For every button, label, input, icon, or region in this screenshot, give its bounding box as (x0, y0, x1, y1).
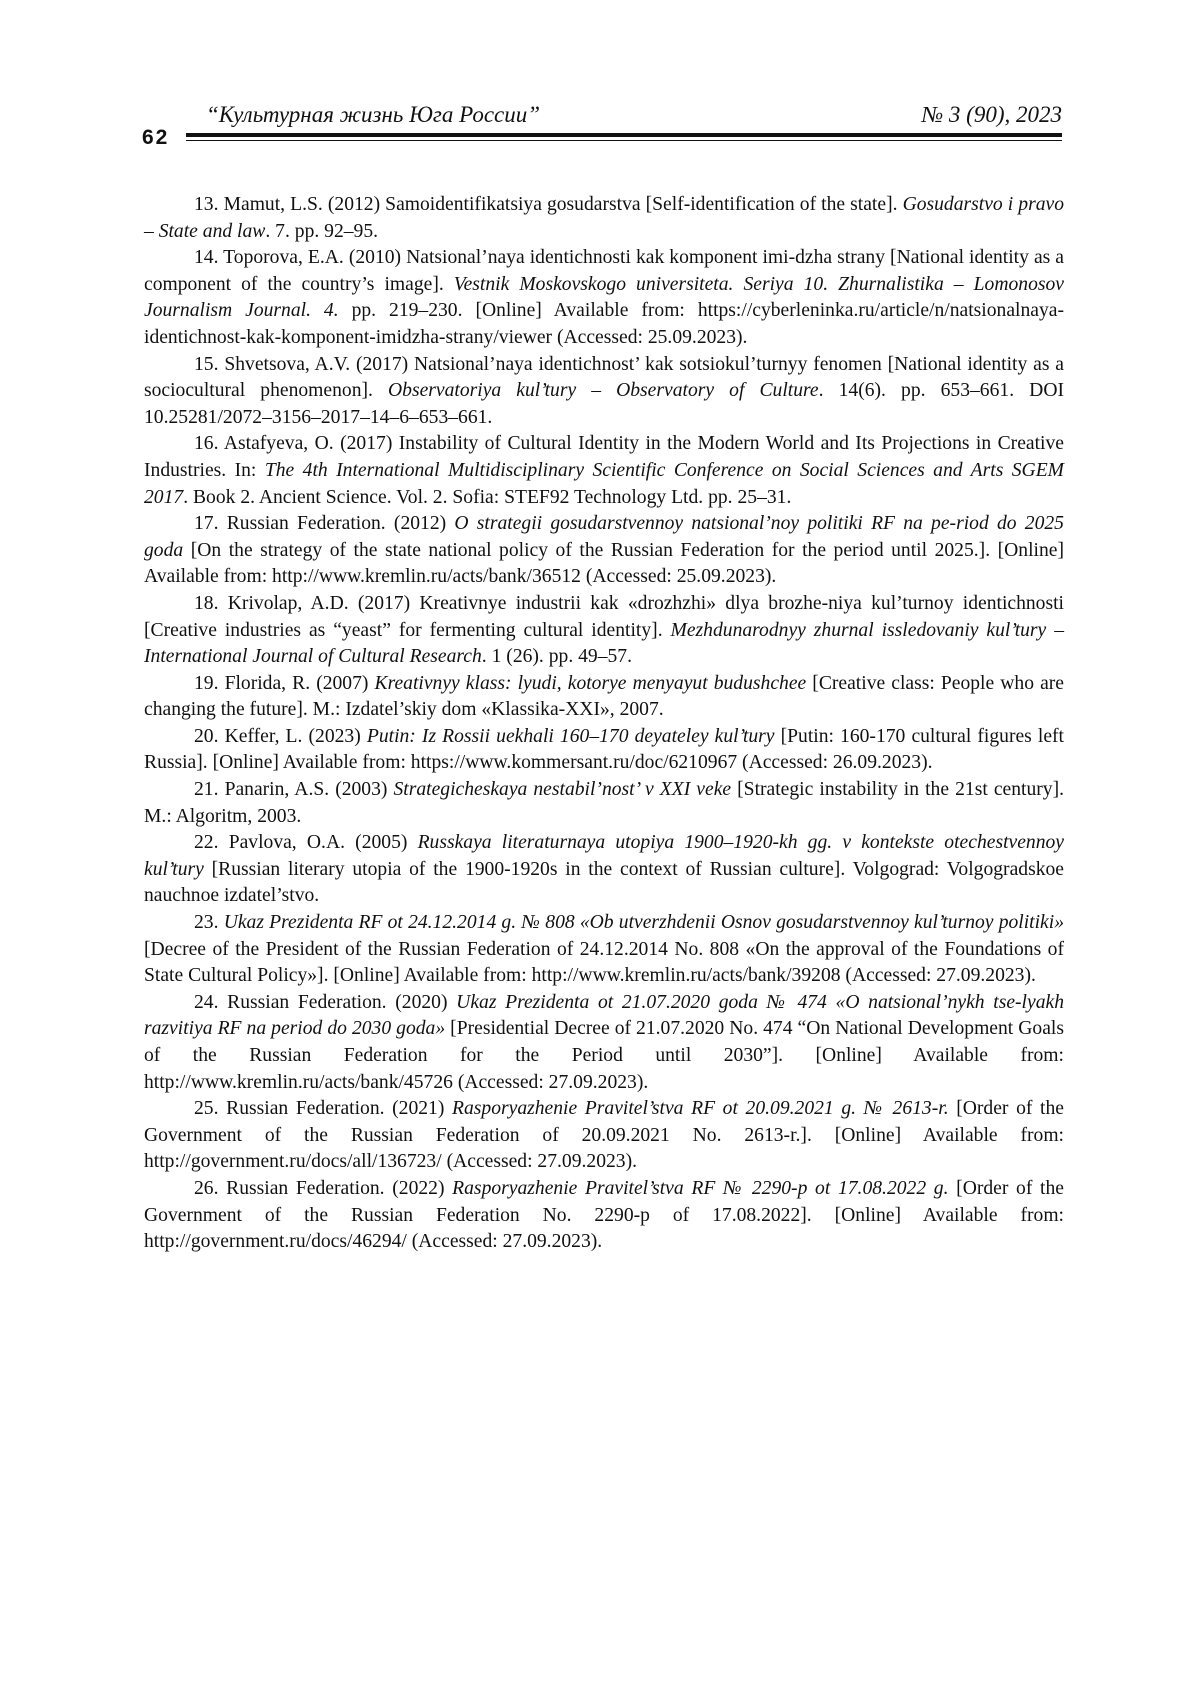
reference-text: . 7. pp. 92–95. (265, 221, 378, 242)
reference-title-italic: Kreativnyy klass: lyudi, kotorye menyayut budushchee (375, 673, 807, 694)
reference-item (144, 777, 1064, 830)
reference-item (144, 352, 1064, 432)
reference-text: [Presidential Decree of 21.07.2020 No. 474 “On National Development Goals of the Russian Federation for the Period until 2030”]. [Online] Available from: http://www.kremlin.ru/acts/bank/45726 (Accessed: 27.09.2023). (144, 1018, 1064, 1092)
journal-title: “Культурная жизнь Юга России” (206, 102, 540, 128)
reference-list (144, 192, 1064, 1256)
reference-number: 23. (194, 912, 219, 933)
reference-text: Russian Federation. (2012) (227, 513, 455, 534)
reference-text: Keffer, L. (2023) (225, 726, 367, 747)
reference-number: 16. (194, 433, 219, 454)
reference-title-italic: Gosudarstvo i pravo – State and law (144, 194, 1064, 242)
reference-title-italic: Observatoriya kul’tury – Observatory of Culture (388, 380, 819, 401)
reference-item (144, 671, 1064, 724)
reference-text: Astafyeva, O. (2017) Instability of Cultural Identity in the Modern World and Its Projections in Creative Industries. In: (144, 433, 1064, 481)
reference-text: Toporova, E.A. (2010) Natsional’naya identichnosti kak komponent imi-dzha strany [National identity as a component of the country’s image]. (144, 247, 1064, 295)
reference-text: [Russian literary utopia of the 1900-1920s in the context of Russian culture]. Volgograd: Volgogradskoe nauchnoe izdatel’stvo. (144, 859, 1064, 907)
reference-item (144, 591, 1064, 671)
reference-item (144, 830, 1064, 910)
reference-title-italic: Ukaz Prezidenta RF ot 24.12.2014 g. № 808 «Ob utverzhdenii Osnov gosudarstvennoy kul’turnoy politiki» (224, 912, 1064, 933)
reference-text: Panarin, A.S. (2003) (225, 779, 394, 800)
reference-title-italic: Strategicheskaya nestabil’nost’ v XXI veke (393, 779, 731, 800)
reference-text: [Order of the Government of the Russian Federation of 20.09.2021 No. 2613-r.]. [Online] Available from: http://government.ru/docs/all/136723/ (Accessed: 27.09.2023). (144, 1098, 1064, 1172)
reference-number: 13. (194, 194, 219, 215)
reference-text: . 14(6). pp. 653–661. DOI 10.25281/2072–3156–2017–14–6–653–661. (144, 380, 1064, 428)
reference-item (144, 192, 1064, 245)
reference-number: 17. (194, 513, 219, 534)
page-number: 62 (142, 126, 169, 150)
reference-item (144, 910, 1064, 990)
reference-number: 21. (194, 779, 219, 800)
reference-text: [Creative class: People who are changing the future]. M.: Izdatel’skiy dom «Klassika-XXI», 2007. (144, 673, 1064, 721)
reference-text: [Putin: 160-170 cultural figures left Russia]. [Online] Available from: https://www.kommersant.ru/doc/6210967 (Accessed: 26.09.2023). (144, 726, 1064, 774)
page-header (142, 100, 1062, 150)
reference-title-italic: Mezhdunarodnyy zhurnal issledovaniy kul’tury – International Journal of Cultural Research (144, 620, 1064, 668)
reference-text: [Order of the Government of the Russian Federation No. 2290-p of 17.08.2022]. [Online] Available from: http://government.ru/docs/46294/ (Accessed: 27.09.2023). (144, 1178, 1064, 1252)
reference-number: 25. (194, 1098, 219, 1119)
reference-item (144, 724, 1064, 777)
reference-item (144, 245, 1064, 351)
reference-text: Florida, R. (2007) (225, 673, 375, 694)
reference-number: 20. (194, 726, 219, 747)
reference-text: pp. 219–230. [Online] Available from: https://cyberleninka.ru/article/n/natsionalnaya-identichnost-kak-komponent-imidzha-strany/viewer (Accessed: 25.09.2023). (144, 300, 1064, 348)
reference-item (144, 1176, 1064, 1256)
reference-text: [Decree of the President of the Russian Federation of 24.12.2014 No. 808 «On the approval of the Foundations of State Cultural Policy»]. [Online] Available from: http://www.kremlin.ru/acts/bank/39208 (Accessed: 27.09.2023). (144, 939, 1064, 987)
reference-number: 26. (194, 1178, 219, 1199)
reference-number: 22. (194, 832, 219, 853)
reference-title-italic: The 4th International Multidisciplinary Scientific Conference on Social Sciences and Arts SGEM 2017 (144, 460, 1064, 508)
reference-number: 24. (194, 992, 219, 1013)
reference-text: . 1 (26). pp. 49–57. (482, 646, 632, 667)
reference-number: 18. (194, 593, 219, 614)
issue-number: № 3 (90), 2023 (921, 102, 1062, 128)
reference-title-italic: Putin: Iz Rossii uekhali 160–170 deyateley kul’tury (367, 726, 775, 747)
header-rule-thin (186, 140, 1062, 141)
reference-number: 14. (194, 247, 219, 268)
reference-text: Pavlova, O.A. (2005) (229, 832, 418, 853)
reference-text: Krivolap, A.D. (2017) Kreativnye industrii kak «drozhzhi» dlya brozhe-niya kul’turnoy identichnosti [Creative industries as “yeast” for fermenting cultural identity]. (144, 593, 1064, 641)
reference-text: . Book 2. Ancient Science. Vol. 2. Sofia: STEF92 Technology Ltd. pp. 25–31. (183, 487, 791, 508)
reference-text: Russian Federation. (2021) (226, 1098, 452, 1119)
header-rule-thick (186, 133, 1062, 137)
reference-number: 19. (194, 673, 219, 694)
reference-text: Russian Federation. (2020) (227, 992, 456, 1013)
reference-item (144, 431, 1064, 511)
reference-title-italic: Rasporyazhenie Pravitel’stva RF № 2290-p ot 17.08.2022 g. (452, 1178, 948, 1199)
reference-text: [On the strategy of the state national policy of the Russian Federation for the period until 2025.]. [Online] Available from: http://www.kremlin.ru/acts/bank/36512 (Accessed: 25.09.2023). (144, 540, 1064, 588)
reference-title-italic: O strategii gosudarstvennoy natsional’noy politiki RF na pe-riod do 2025 goda (144, 513, 1064, 561)
reference-text: Mamut, L.S. (2012) Samoidentifikatsiya gosudarstva [Self-identification of the state]. (224, 194, 903, 215)
reference-text: Shvetsova, A.V. (2017) Natsional’naya identichnost’ kak sotsiokul’turnyy fenomen [National identity as a sociocultural phenomenon]. (144, 354, 1064, 402)
reference-text: Russian Federation. (2022) (226, 1178, 452, 1199)
reference-title-italic: Ukaz Prezidenta ot 21.07.2020 goda № 474 «O natsional’nykh tse-lyakh razvitiya RF na period do 2030 goda» (144, 992, 1064, 1040)
reference-item (144, 990, 1064, 1096)
reference-title-italic: Rasporyazhenie Pravitel’stva RF ot 20.09.2021 g. № 2613-r. (452, 1098, 949, 1119)
reference-number: 15. (194, 354, 219, 375)
reference-item (144, 511, 1064, 591)
reference-text: [Strategic instability in the 21st century]. M.: Algoritm, 2003. (144, 779, 1064, 827)
reference-item (144, 1096, 1064, 1176)
reference-title-italic: Russkaya literaturnaya utopiya 1900–1920-kh gg. v kontekste otechestvennoy kul’tury (144, 832, 1064, 880)
reference-title-italic: Vestnik Moskovskogo universiteta. Seriya 10. Zhurnalistika – Lomonosov Journalism Journal. 4. (144, 274, 1064, 322)
